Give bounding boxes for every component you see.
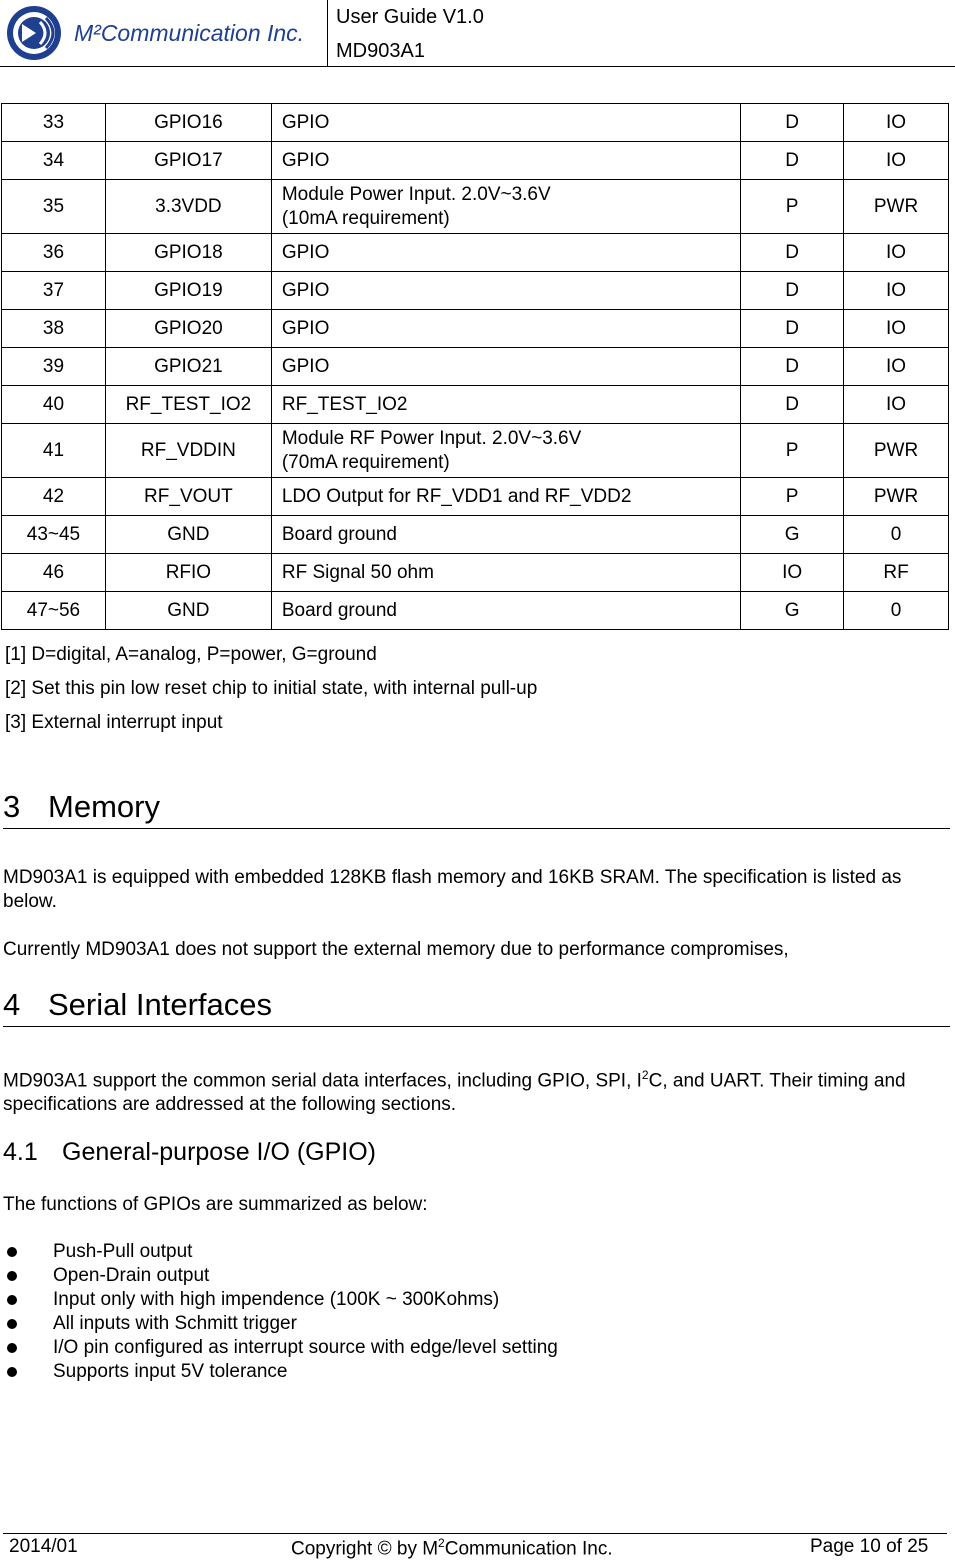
pin-type-cell: D	[741, 386, 844, 424]
pin-type-cell: IO	[741, 554, 844, 592]
bullet-icon	[7, 1247, 17, 1257]
pin-description-cell: GPIO	[271, 104, 740, 142]
table-row	[2, 386, 949, 424]
pin-description-cell: Board ground	[271, 516, 740, 554]
pin-type-cell: D	[741, 104, 844, 142]
memory-paragraph-1: MD903A1 is equipped with embedded 128KB flash memory and 16KB SRAM. The specification is listed as below.	[3, 867, 902, 912]
pin-description-cell: RF_TEST_IO2	[271, 386, 740, 424]
table-row	[2, 554, 949, 592]
pin-number-cell: 37	[2, 272, 106, 310]
pin-description-cell: GPIO	[271, 310, 740, 348]
pin-number-cell: 33	[2, 104, 106, 142]
footnote-1: [1] D=digital, A=analog, P=power, G=ground	[5, 644, 377, 665]
table-row	[2, 478, 949, 516]
page-header	[0, 0, 955, 68]
section-number: 4	[3, 987, 21, 1022]
pin-number-cell: 46	[2, 554, 106, 592]
pin-io-cell: IO	[844, 386, 949, 424]
pin-name-cell: 3.3VDD	[105, 180, 271, 234]
list-item: All inputs with Schmitt trigger	[3, 1312, 558, 1336]
pin-io-cell: IO	[844, 234, 949, 272]
table-row	[2, 142, 949, 180]
pin-io-cell: PWR	[844, 180, 949, 234]
table-row	[2, 348, 949, 386]
pin-io-cell: PWR	[844, 424, 949, 478]
footer-date: 2014/01	[9, 1536, 78, 1557]
pin-name-cell: GPIO17	[105, 142, 271, 180]
pin-name-cell: GPIO16	[105, 104, 271, 142]
pin-name-cell: GND	[105, 516, 271, 554]
pin-name-cell: RF_VOUT	[105, 478, 271, 516]
pin-description-cell: LDO Output for RF_VDD1 and RF_VDD2	[271, 478, 740, 516]
pin-type-cell: P	[741, 478, 844, 516]
bullet-icon	[7, 1319, 17, 1329]
pin-description-cell: Module RF Power Input. 2.0V~3.6V (70mA requirement)	[271, 424, 740, 478]
pin-description-cell: GPIO	[271, 142, 740, 180]
table-row	[2, 592, 949, 630]
section-4-1-heading	[3, 1138, 376, 1167]
pin-io-cell: IO	[844, 142, 949, 180]
pin-type-cell: G	[741, 592, 844, 630]
pin-type-cell: P	[741, 424, 844, 478]
pin-name-cell: RF_TEST_IO2	[105, 386, 271, 424]
pin-number-cell: 38	[2, 310, 106, 348]
pin-description-cell: GPIO	[271, 272, 740, 310]
pin-name-cell: RF_VDDIN	[105, 424, 271, 478]
pin-name-cell: GPIO21	[105, 348, 271, 386]
pin-io-cell: PWR	[844, 478, 949, 516]
table-row	[2, 104, 949, 142]
logo-text: M²Communication Inc.	[74, 20, 305, 46]
bullet-icon	[7, 1295, 17, 1305]
table-row	[2, 516, 949, 554]
section-number: 3	[3, 789, 21, 824]
footer-rule	[3, 1533, 947, 1534]
pin-io-cell: 0	[844, 592, 949, 630]
pin-name-cell: GPIO19	[105, 272, 271, 310]
pin-name-cell: GPIO20	[105, 310, 271, 348]
pin-number-cell: 40	[2, 386, 106, 424]
footer-copyright: Copyright © by $M^2Communication$ Inc.	[291, 1536, 613, 1560]
table-row	[2, 272, 949, 310]
pin-type-cell: D	[741, 142, 844, 180]
doc-model: MD903A1	[336, 40, 425, 62]
footnote-2: [2] Set this pin low reset chip to initial state, with internal pull-up	[5, 678, 538, 699]
gpio-intro: The functions of GPIOs are summarized as below:	[3, 1194, 428, 1215]
header-rule	[0, 66, 955, 67]
list-item: Input only with high impendence (100K ~ 300Kohms)	[3, 1288, 558, 1312]
footnote-3: [3] External interrupt input	[5, 712, 223, 733]
table-row	[2, 310, 949, 348]
table-row	[2, 234, 949, 272]
pin-description-cell: GPIO	[271, 234, 740, 272]
section-3-heading	[3, 789, 950, 829]
pin-type-cell: D	[741, 234, 844, 272]
memory-paragraph-2: Currently MD903A1 does not support the external memory due to performance compromises,	[3, 939, 789, 960]
serial-paragraph: MD903A1 support the common serial data interfaces, including GPIO, SPI, $I^2C$, and UART. Their timing and specifications are addressed at the following sections.	[3, 1068, 906, 1116]
pin-description-cell: Module Power Input. 2.0V~3.6V (10mA requirement)	[271, 180, 740, 234]
pin-io-cell: IO	[844, 104, 949, 142]
section-4-heading	[3, 987, 950, 1027]
pin-name-cell: GND	[105, 592, 271, 630]
pin-number-cell: 41	[2, 424, 106, 478]
header-divider	[327, 0, 328, 67]
pin-io-cell: IO	[844, 310, 949, 348]
bullet-icon	[7, 1367, 17, 1377]
pin-type-cell: D	[741, 348, 844, 386]
section-title: Serial Interfaces	[48, 987, 272, 1022]
doc-title: User Guide V1.0	[336, 6, 484, 28]
table-row	[2, 424, 949, 478]
list-item: Supports input 5V tolerance	[3, 1360, 558, 1384]
list-item: Push-Pull output	[3, 1240, 558, 1264]
pin-number-cell: 47~56	[2, 592, 106, 630]
gpio-feature-list	[3, 1240, 558, 1384]
pin-number-cell: 35	[2, 180, 106, 234]
pin-name-cell: RFIO	[105, 554, 271, 592]
pin-table	[1, 103, 949, 630]
pin-io-cell: IO	[844, 348, 949, 386]
pin-type-cell: G	[741, 516, 844, 554]
pin-description-cell: Board ground	[271, 592, 740, 630]
company-logo	[4, 2, 324, 64]
pin-io-cell: 0	[844, 516, 949, 554]
pin-type-cell: P	[741, 180, 844, 234]
bullet-icon	[7, 1343, 17, 1353]
list-item: Open-Drain output	[3, 1264, 558, 1288]
pin-number-cell: 42	[2, 478, 106, 516]
footer-page-number: Page 10 of 25	[810, 1536, 929, 1557]
pin-type-cell: D	[741, 310, 844, 348]
table-row	[2, 180, 949, 234]
pin-number-cell: 34	[2, 142, 106, 180]
pin-number-cell: 36	[2, 234, 106, 272]
pin-type-cell: D	[741, 272, 844, 310]
pin-number-cell: 43~45	[2, 516, 106, 554]
section-number: 4.1	[3, 1138, 38, 1166]
pin-io-cell: RF	[844, 554, 949, 592]
pin-number-cell: 39	[2, 348, 106, 386]
pin-io-cell: IO	[844, 272, 949, 310]
list-item: I/O pin configured as interrupt source with edge/level setting	[3, 1336, 558, 1360]
section-title: General-purpose I/O (GPIO)	[62, 1138, 377, 1166]
section-title: Memory	[48, 789, 160, 824]
pin-description-cell: RF Signal 50 ohm	[271, 554, 740, 592]
pin-description-cell: GPIO	[271, 348, 740, 386]
bullet-icon	[7, 1271, 17, 1281]
pin-name-cell: GPIO18	[105, 234, 271, 272]
